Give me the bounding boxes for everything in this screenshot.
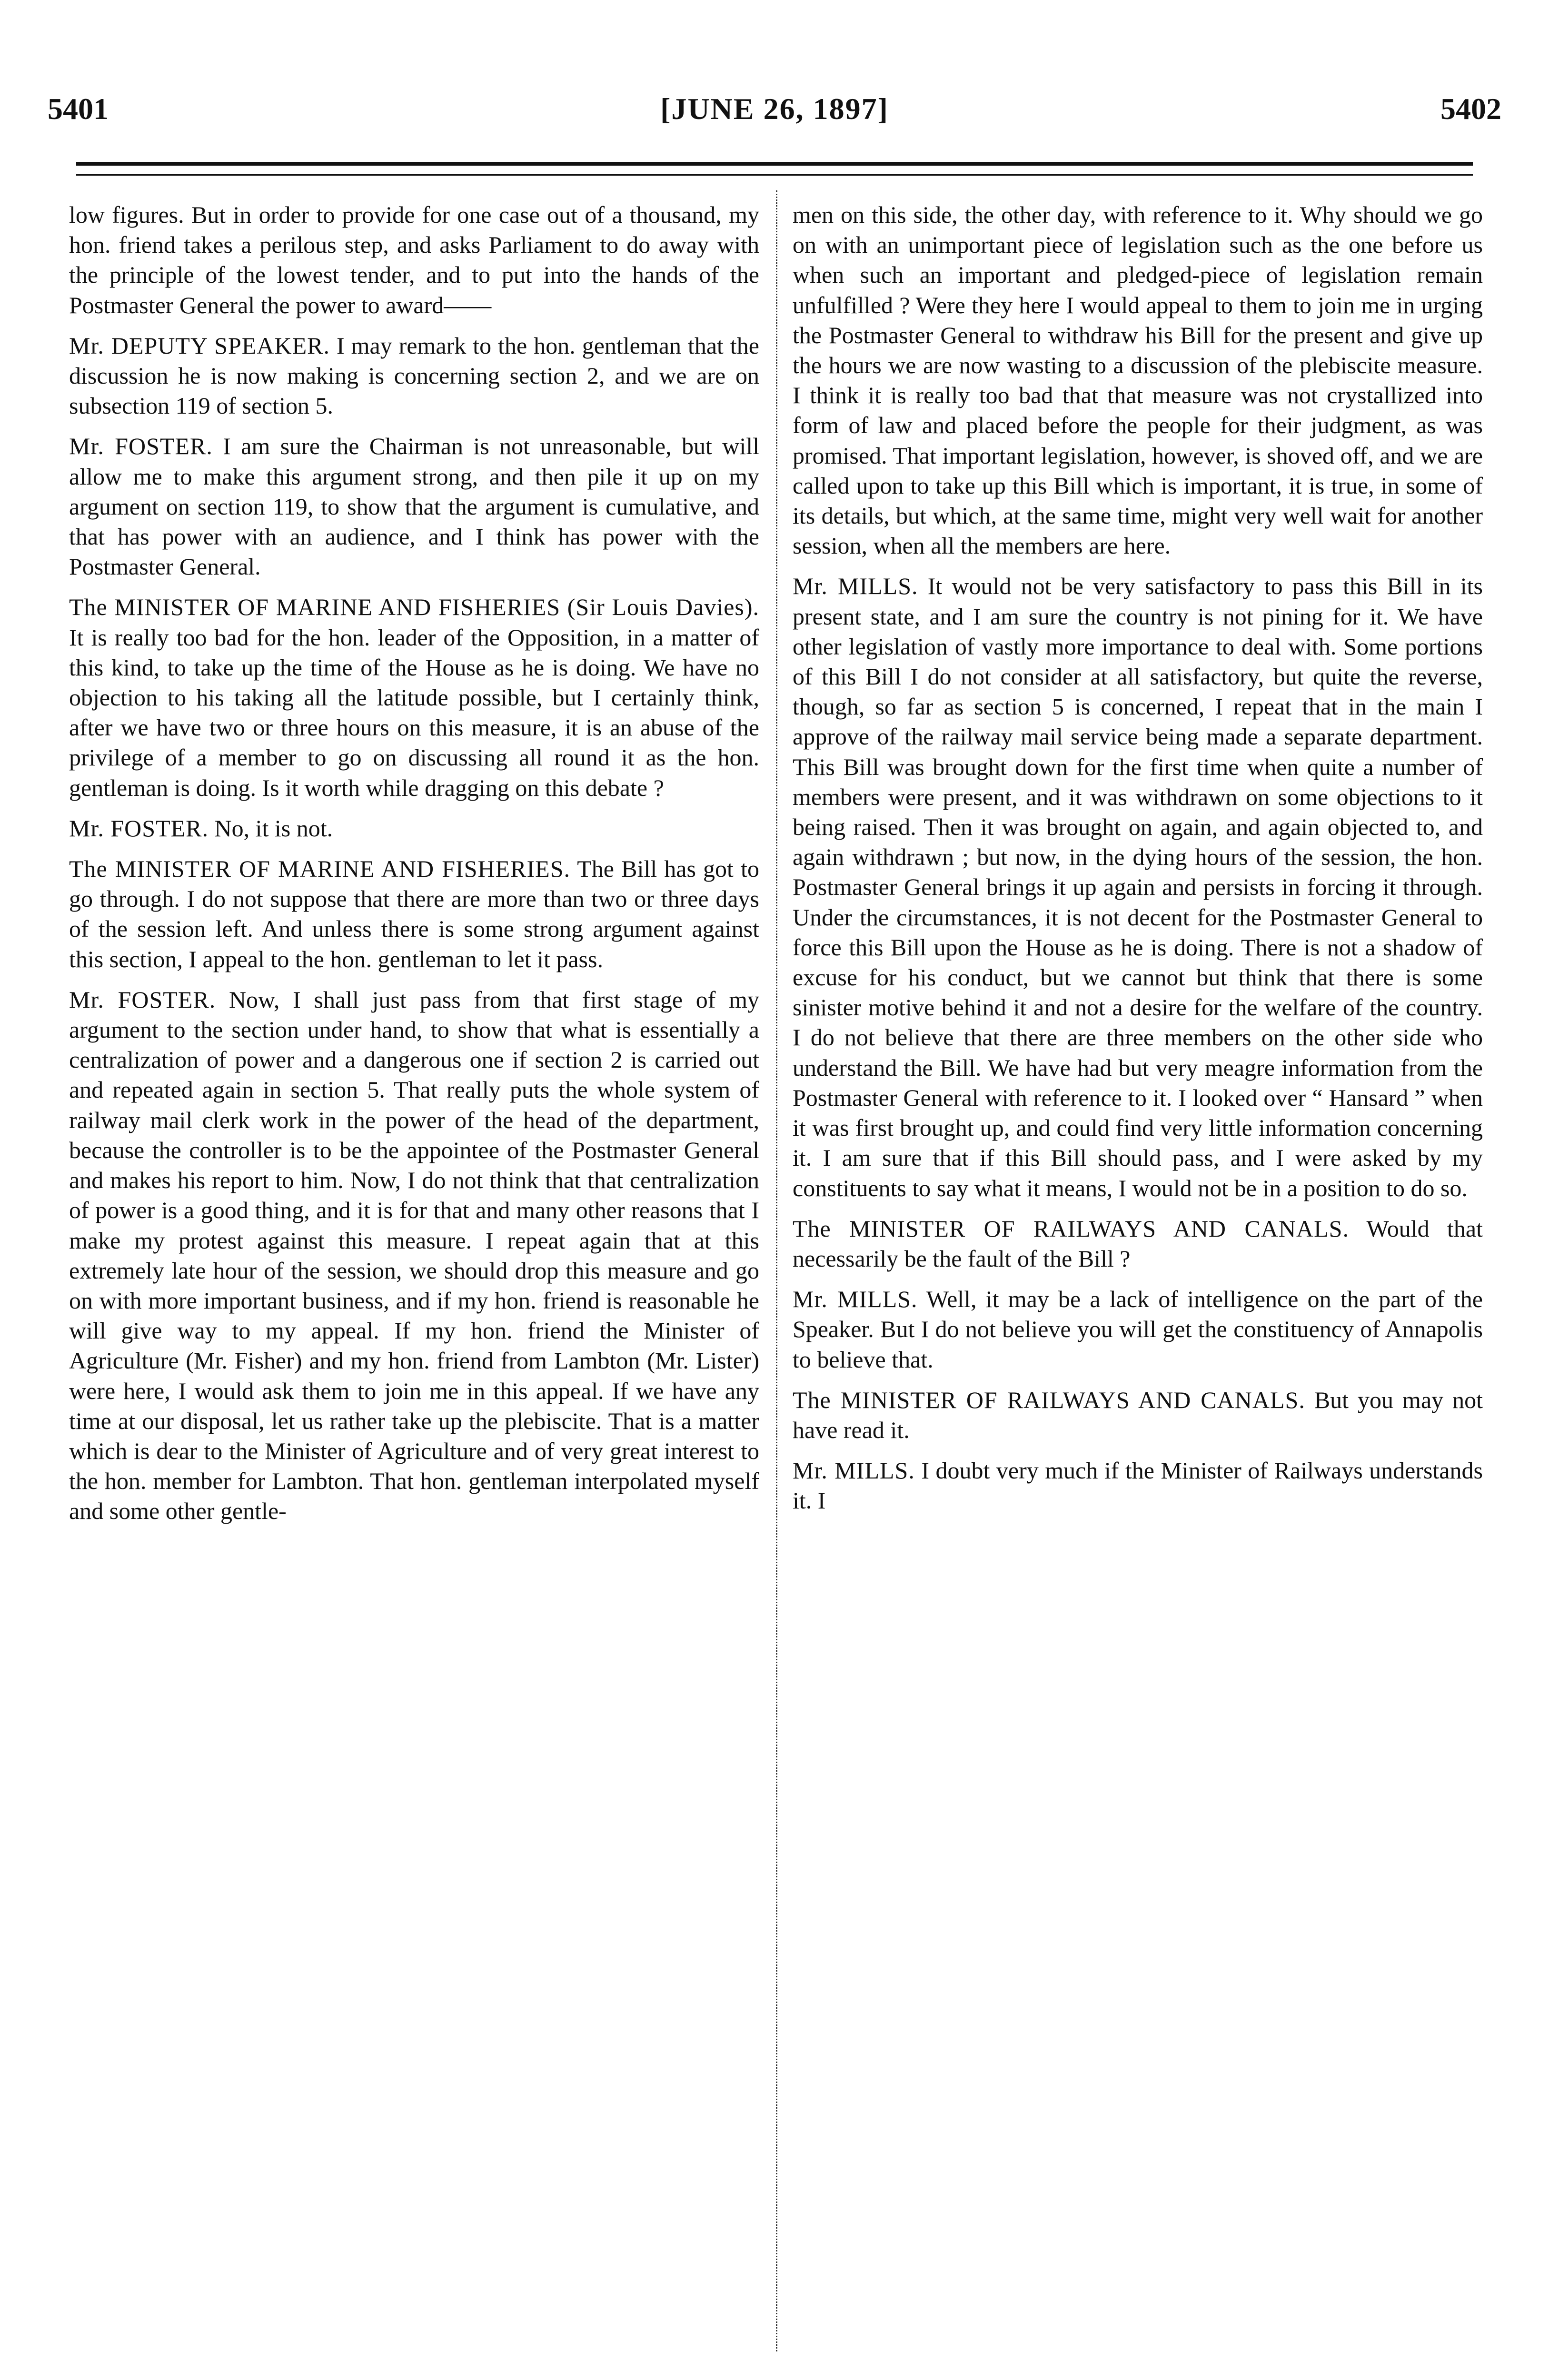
header-rule	[76, 162, 1473, 166]
speech-text: I may remark to the hon. gentleman that the discussion he is now making is concerning section 2, and we are on subsection 119 of section 5.	[69, 332, 759, 419]
paragraph	[69, 331, 759, 421]
paragraph	[793, 200, 1483, 561]
speaker-name: Mr. MILLS.	[793, 1286, 918, 1313]
speech-text: No, it is not.	[214, 814, 333, 842]
speaker-name: Mr. FOSTER.	[69, 814, 209, 842]
speech-text: I am sure the Chairman is not unreasonable, but will allow me to make this argument strong, and then pile it up on my argument on section 119, to show that the argument is cumulative, and that has power with an audience, and I think has power with the Postmaster General.	[69, 433, 759, 580]
speaker-name: The MINISTER OF MARINE AND FISHERIES (Sir Louis Davies).	[69, 594, 759, 621]
speech-text: Well, it may be a lack of intelligence on the part of the Speaker. But I do not believe you will get the constituency of Annapolis to believe that.	[793, 1286, 1483, 1373]
speech-text: Now, I shall just pass from that first stage of my argument to the section under hand, to show that what is essentially a centralization of power and a dangerous one if section 2 is carried out and repeated again in section 5. That really puts the whole system of railway mail clerk work in the power of the head of the department, because the controller is to be the appointee of the Postmaster General and makes his report to him. Now, I do not think that that centralization of power is a good thing, and it is for that and many other reasons that I make my protest against this measure. I repeat again that at this extremely late hour of the session, we should drop this measure and go on with more important business, and if my hon. friend is reasonable he will give way to my appeal. If my hon. friend the Minister of Agriculture (Mr. Fisher) and my hon. friend from Lambton (Mr. Lister) were here, I would ask them to join me in this appeal. If we have any time at our disposal, let us rather take up the plebiscite. That is a matter which is dear to the Minister of Agriculture and of very great interest to the hon. member for Lambton. That hon. gentleman interpolated myself and some other gentle-	[69, 986, 760, 1525]
speaker-name: Mr. DEPUTY SPEAKER.	[69, 332, 330, 359]
header-rule-thin	[76, 174, 1473, 176]
paragraph	[793, 1456, 1483, 1516]
speaker-name: The MINISTER OF MARINE AND FISHERIES.	[69, 855, 570, 883]
paragraph	[69, 813, 759, 843]
page-date: [JUNE 26, 1897]	[660, 92, 889, 126]
speaker-name: Mr. FOSTER.	[69, 433, 213, 460]
paragraph	[793, 1385, 1483, 1445]
speech-text: It is really too bad for the hon. leader of the Opposition, in a matter of this kind, to take up the time of the House as he is doing. We have no objection to his taking all the latitude possible, but I certainly think, after we have two or three hours on this measure, it is an abuse of the privilege of a member to go on discussing all round it as the hon. gentleman is doing. Is it worth while dragging on this debate ?	[69, 624, 759, 801]
speech-text: Would that necessarily be the fault of the Bill ?	[793, 1215, 1483, 1272]
speaker-name: Mr. MILLS.	[793, 1457, 915, 1484]
speaker-name: Mr. MILLS.	[793, 573, 918, 600]
speech-text: low figures. But in order to provide for one case out of a thousand, my hon. friend takes a perilous step, and asks Parliament to do away with the principle of the lowest tender, and to put into the hands of the Postmaster General the power to award——	[69, 201, 759, 318]
speech-text: I doubt very much if the Minister of Railways understands it. I	[793, 1457, 1483, 1514]
paragraph	[69, 200, 759, 320]
speaker-name: The MINISTER OF RAILWAYS AND CANALS.	[793, 1386, 1305, 1413]
paragraph	[69, 854, 759, 974]
paragraph	[69, 431, 759, 582]
speech-text: men on this side, the other day, with reference to it. Why should we go on with an unimportant piece of legislation such as the one before us when such an important and pledged-piece of legislation remain unfulfilled ? Were they here I would appeal to them to join me in urging the Postmaster General to withdraw his Bill for the present and give up the hours we are now wasting to a discussion of the plebiscite measure. I think it is really too bad that that measure was not crystallized into form of law and placed before the people for their judgment, as was promised. That important legislation, however, is shoved off, and we are called upon to take up this Bill which is important, it is true, in some of its details, but which, at the same time, might very well wait for another session, when all the members are here.	[793, 201, 1483, 559]
speaker-name: Mr. FOSTER.	[69, 986, 216, 1013]
paragraph	[69, 592, 759, 803]
speech-text: The Bill has got to go through. I do not suppose that there are more than two or three days of the session left. And unless there is some strong argument against this section, I appeal to the hon. gentleman to let it pass.	[69, 855, 759, 972]
right-column	[793, 200, 1483, 1527]
page-header	[48, 81, 1501, 133]
paragraph	[69, 985, 759, 1527]
page-number-left: 5401	[48, 92, 109, 126]
left-column	[69, 200, 759, 1537]
speaker-name: The MINISTER OF RAILWAYS AND CANALS.	[793, 1215, 1349, 1242]
page-number-right: 5402	[1440, 92, 1501, 126]
paragraph	[793, 1214, 1483, 1274]
speech-text: But you may not have read it.	[793, 1386, 1483, 1443]
paragraph	[793, 571, 1483, 1203]
paragraph	[793, 1284, 1483, 1375]
speech-text: It would not be very satisfactory to pass this Bill in its present state, and I am sure the country is not pining for it. We have other legislation of vastly more importance to deal with. Some portions of this Bill I do not consider at all satisfactory, but quite the reverse, though, so far as section 5 is concerned, I repeat that in the main I approve of the railway mail service being made a separate department. This Bill was brought down for the first time when quite a number of members were present, and it was withdrawn on some objections to it being raised. Then it was brought on again, and again objected to, and again withdrawn ; but now, in the dying hours of the session, the hon. Postmaster General brings it up again and persists in forcing it through. Under the circumstances, it is not decent for the Postmaster General to force this Bill upon the House as he is doing. There is not a shadow of excuse for his conduct, but we cannot but think that there is some sinister motive behind it and not a desire for the welfare of the country. I do not believe that there are three members on the other side who understand the Bill. We have had but very meagre information from the Postmaster General with reference to it. I looked over “ Hansard ” when it was first brought up, and could find very little information concerning it. I am sure that if this Bill should pass, and I were asked by my constituents to say what it means, I would not be in a position to do so.	[793, 573, 1483, 1201]
column-divider	[776, 190, 777, 2351]
